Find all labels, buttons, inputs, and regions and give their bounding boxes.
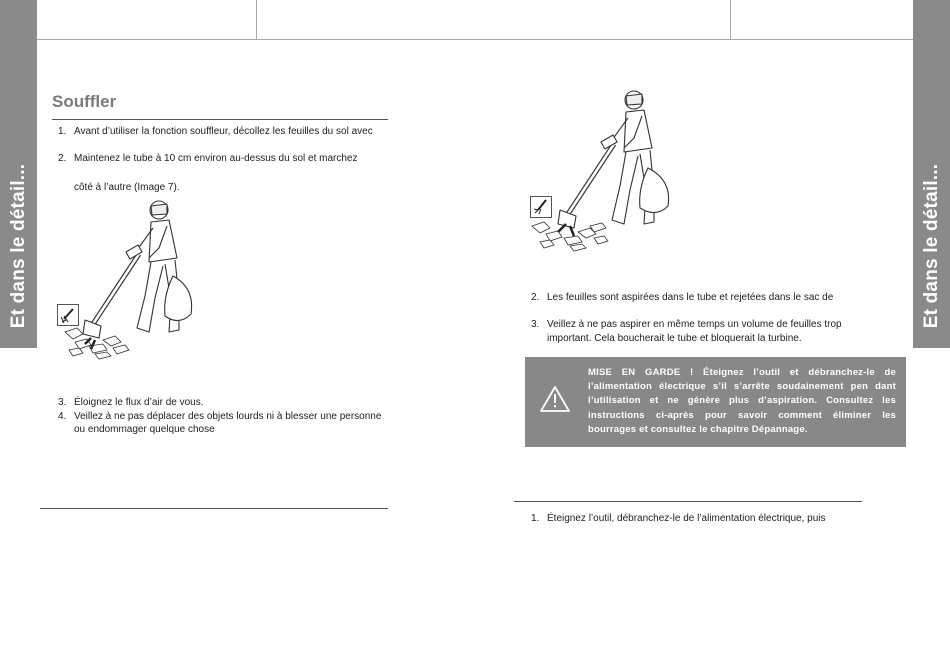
warning-text: MISE EN GARDE ! Éteignez l’outil et débranchez-le de l’alimentation électrique s’il s’arrête soudainement pen dant l’utilisation et ne génère plus d’aspiration. Consultez les instructions ci-après pour savoir comment éliminer les bourrages et consultez le chapitre Dépannage. xyxy=(588,367,896,435)
section-rule xyxy=(514,501,862,502)
header-separator xyxy=(256,0,257,39)
list-item: 1. Éteignez l’outil, débranchez-le de l’alimentation électrique, puis xyxy=(531,513,826,524)
side-tab-label: Et dans le détail... xyxy=(920,163,942,329)
blow-mode-icon xyxy=(57,304,79,326)
list-item: 2. Maintenez le tube à 10 cm environ au-dessus du sol et marchez xyxy=(58,153,358,164)
vacuum-mode-icon xyxy=(530,196,552,218)
list-item-continuation: côté à l’autre (Image 7). xyxy=(74,182,180,193)
list-item: 3. Veillez à ne pas aspirer en même temps un volume de feuilles trop xyxy=(531,319,842,330)
header-separator xyxy=(730,0,731,39)
list-item-continuation: important. Cela boucherait le tube et bloquerait la turbine. xyxy=(547,333,802,344)
list-item-continuation: ou endommager quelque chose xyxy=(74,424,215,435)
list-item: 2. Les feuilles sont aspirées dans le tube et rejetées dans le sac de xyxy=(531,292,834,303)
warning-triangle-icon xyxy=(539,384,571,414)
side-tab-label: Et dans le détail... xyxy=(7,163,29,329)
list-item: 4. Veillez à ne pas déplacer des objets lourds ni à blesser une personne xyxy=(58,411,382,422)
section-rule xyxy=(40,508,388,509)
side-tab-right xyxy=(913,0,950,348)
warning-box xyxy=(525,357,906,447)
illustration-blower xyxy=(55,196,200,361)
header-divider xyxy=(37,39,913,40)
list-item: 1. Avant d’utiliser la fonction souffleur, décollez les feuilles du sol avec xyxy=(58,126,373,137)
section-title: Souffler xyxy=(52,92,117,111)
illustration-vacuum xyxy=(528,86,678,254)
section-rule xyxy=(52,119,388,120)
list-item: 3. Éloignez le flux d’air de vous. xyxy=(58,397,204,408)
side-tab-left xyxy=(0,0,37,348)
